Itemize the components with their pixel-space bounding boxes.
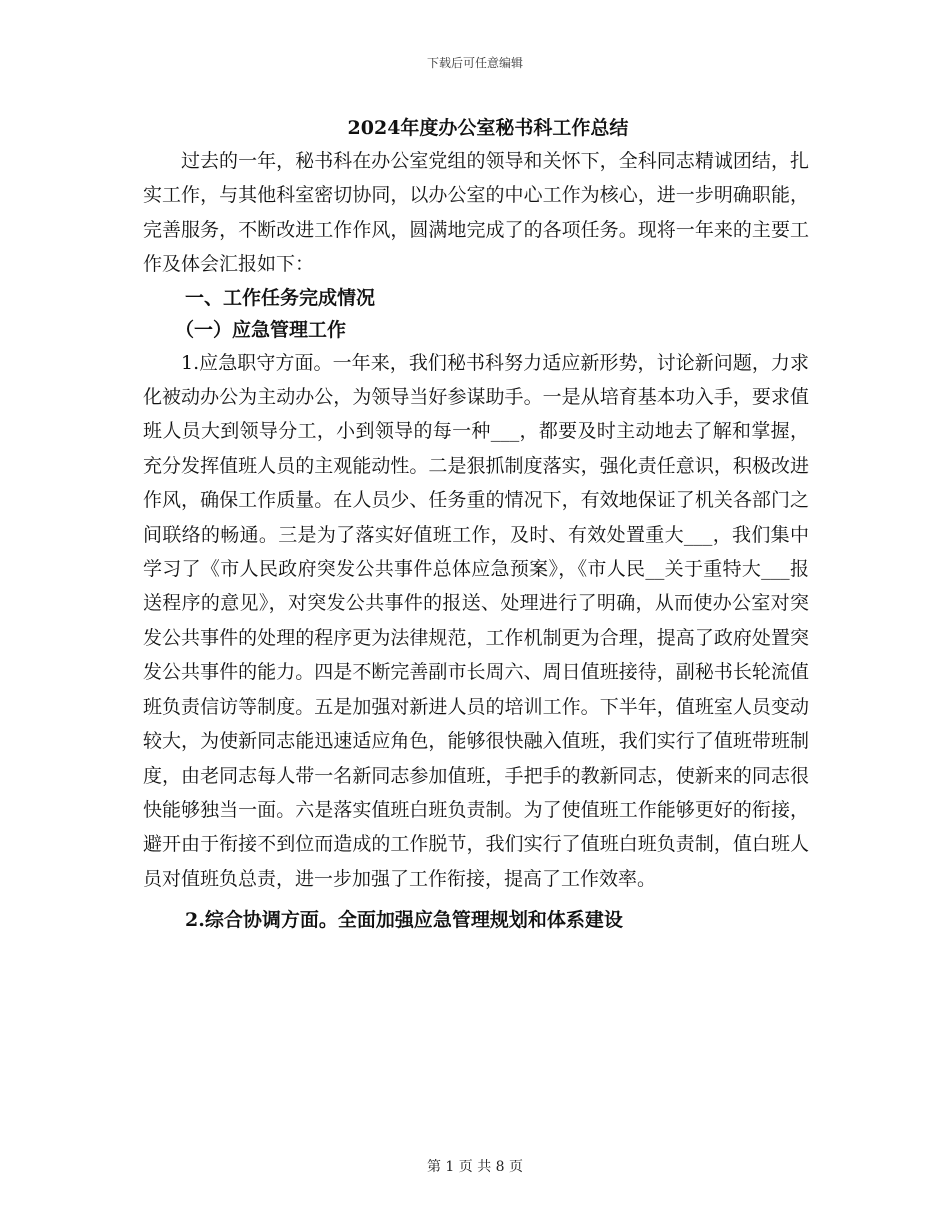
- intro-paragraph: 过去的一年，秘书科在办公室党组的领导和关怀下，全科同志精诚团结，扎实工作，与其他科室密切协同，以办公室的中心工作为核心，进一步明确职能，完善服务，不断改进工作作风，圆满地完成了的各项任务。现将一年来的主要工作及体会汇报如下：: [143, 150, 809, 276]
- item-paragraph-emergency-duty: 1.应急职守方面。一年来，我们秘书科努力适应新形势，讨论新问题，力求化被动办公为主动办公，为领导当好参谋助手。一是从培育基本功入手，要求值班人员大到领导分工，小到领导的每一种___，都要及时主动地去了解和掌握，充分发挥值班人员的主观能动性。二是狠抓制度落实，强化责任意识，积极改进作风，确保工作质量。在人员少、任务重的情况下，有效地保证了机关各部门之间联络的畅通。三是为了落实好值班工作，及时、有效处置重大___，我们集中学习了《市人民政府突发公共事件总体应急预案》，《市人民__关于重特大___报送程序的意见》，对突发公共事件的报送、处理进行了明确，从而使办公室对突发公共事件的处理的程序更为法律规范，工作机制更为合理，提高了政府处置突发公共事件的能力。四是不断完善副市长周六、周日值班接待，副秘书长轮流值班负责信访等制度。五是加强对新进人员的培训工作。下半年，值班室人员变动较大，为使新同志能迅速适应角色，能够很快融入值班，我们实行了值班带班制度，由老同志每人带一名新同志参加值班，手把手的教新同志，使新来的同志很快能够独当一面。六是落实值班白班负责制。为了使值班工作能够更好的衔接，避开由于衔接不到位而造成的工作脱节，我们实行了值班白班负责制，值白班人员对值班负总责，进一步加强了工作衔接，提高了工作效率。: [143, 351, 809, 890]
- document-body: [143, 112, 809, 936]
- page-number-footer: 第 1 页 共 8 页: [426, 1159, 524, 1175]
- subsection-heading-emergency-management: （一）应急管理工作: [175, 318, 347, 341]
- document-title: 2024年度办公室秘书科工作总结: [347, 117, 629, 139]
- page-header-note: 下载后可任意编辑: [426, 56, 523, 70]
- section-heading-work-completion: 一、工作任务完成情况: [185, 286, 376, 309]
- item-heading-coordination: 2.综合协调方面。全面加强应急管理规划和体系建设: [185, 909, 623, 932]
